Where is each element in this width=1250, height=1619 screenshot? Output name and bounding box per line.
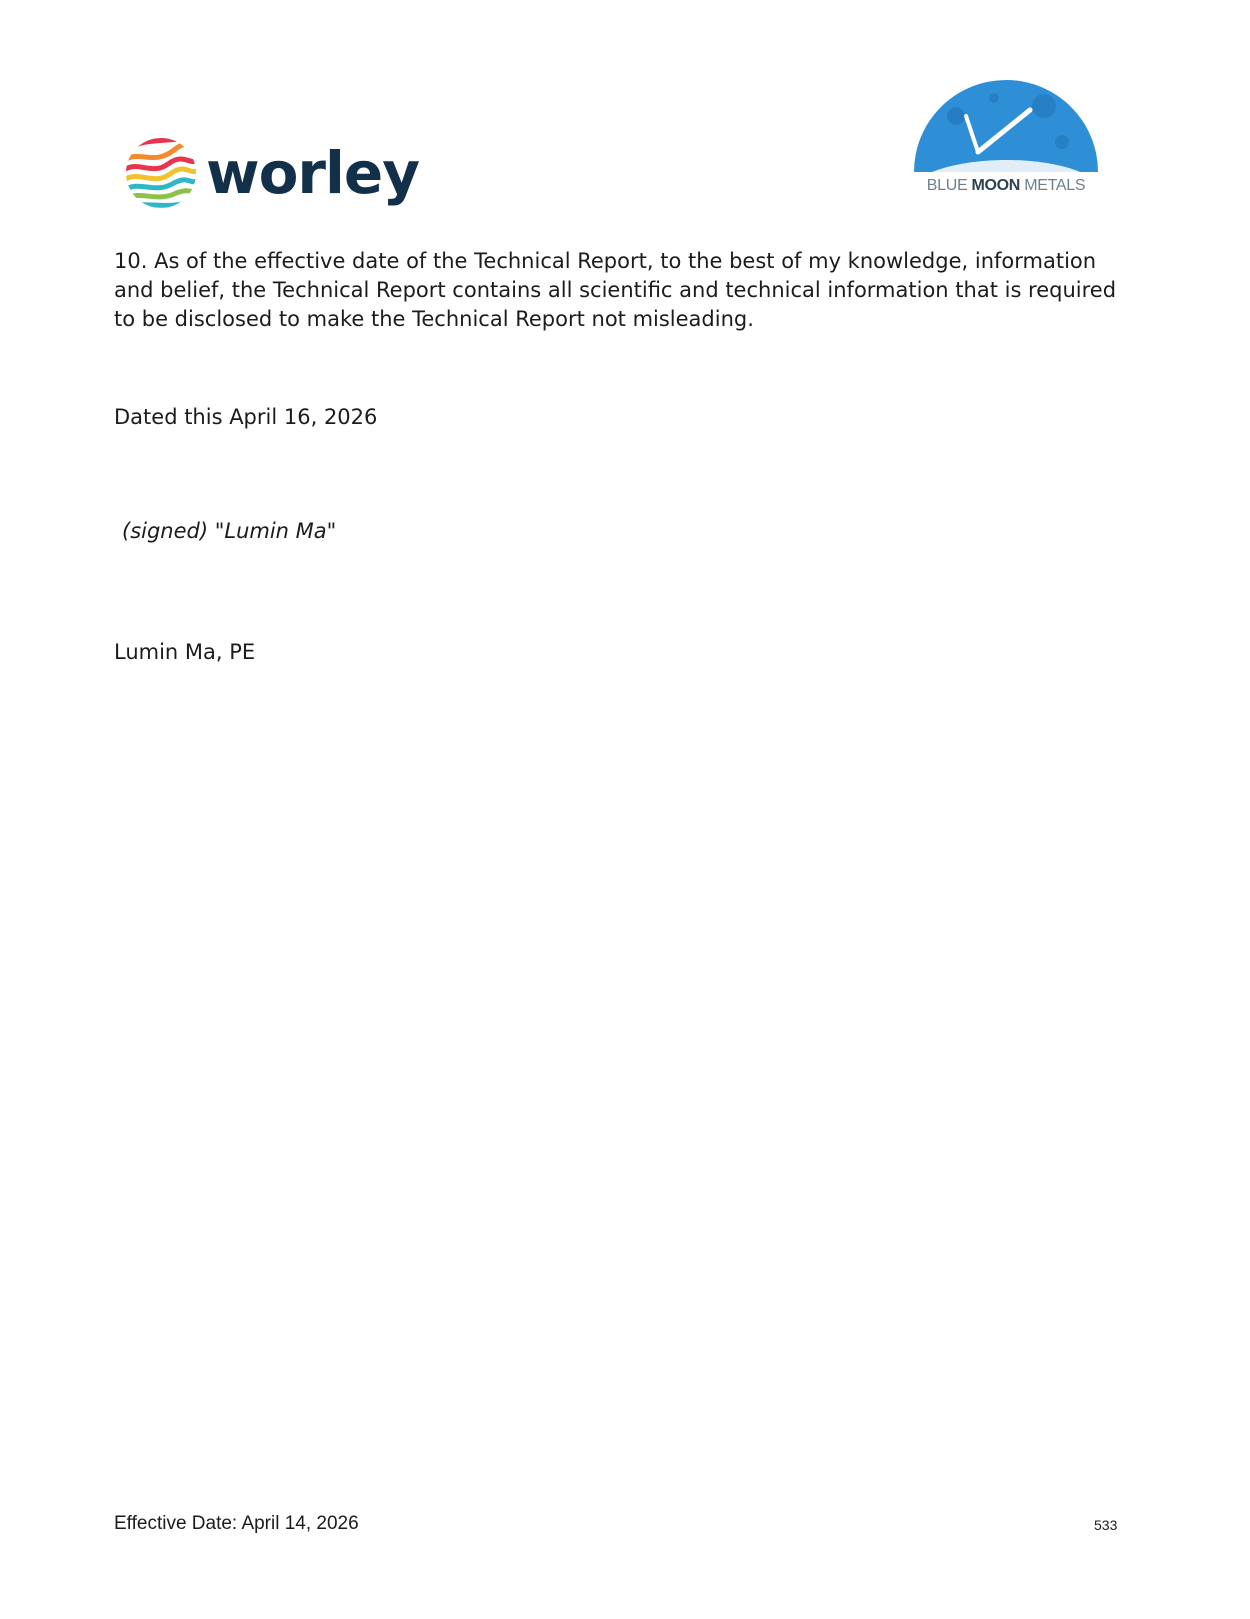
moon-icon [912, 76, 1100, 174]
blue-moon-metals-logo [906, 76, 1106, 202]
dated-line: Dated this April 16, 2026 [114, 405, 378, 429]
certification-paragraph: 10. As of the effective date of the Technical Report, to the best of my knowledge, information and belief, the Technical Report contains all scientific and technical information that is required to be disclosed to make the Technical Report not misleading. [114, 249, 1117, 331]
worley-wordmark: worley [206, 139, 420, 207]
worley-logo [124, 132, 434, 214]
blue-moon-metals-wordmark: BLUE MOON METALS [926, 177, 1086, 194]
worley-globe-icon [124, 136, 198, 210]
signatory-name: Lumin Ma, PE [114, 640, 256, 664]
footer-effective-date: Effective Date: April 14, 2026 [114, 1513, 359, 1534]
page-number: 533 [1094, 1517, 1118, 1533]
signature-line: (signed) "Lumin Ma" [122, 519, 337, 543]
